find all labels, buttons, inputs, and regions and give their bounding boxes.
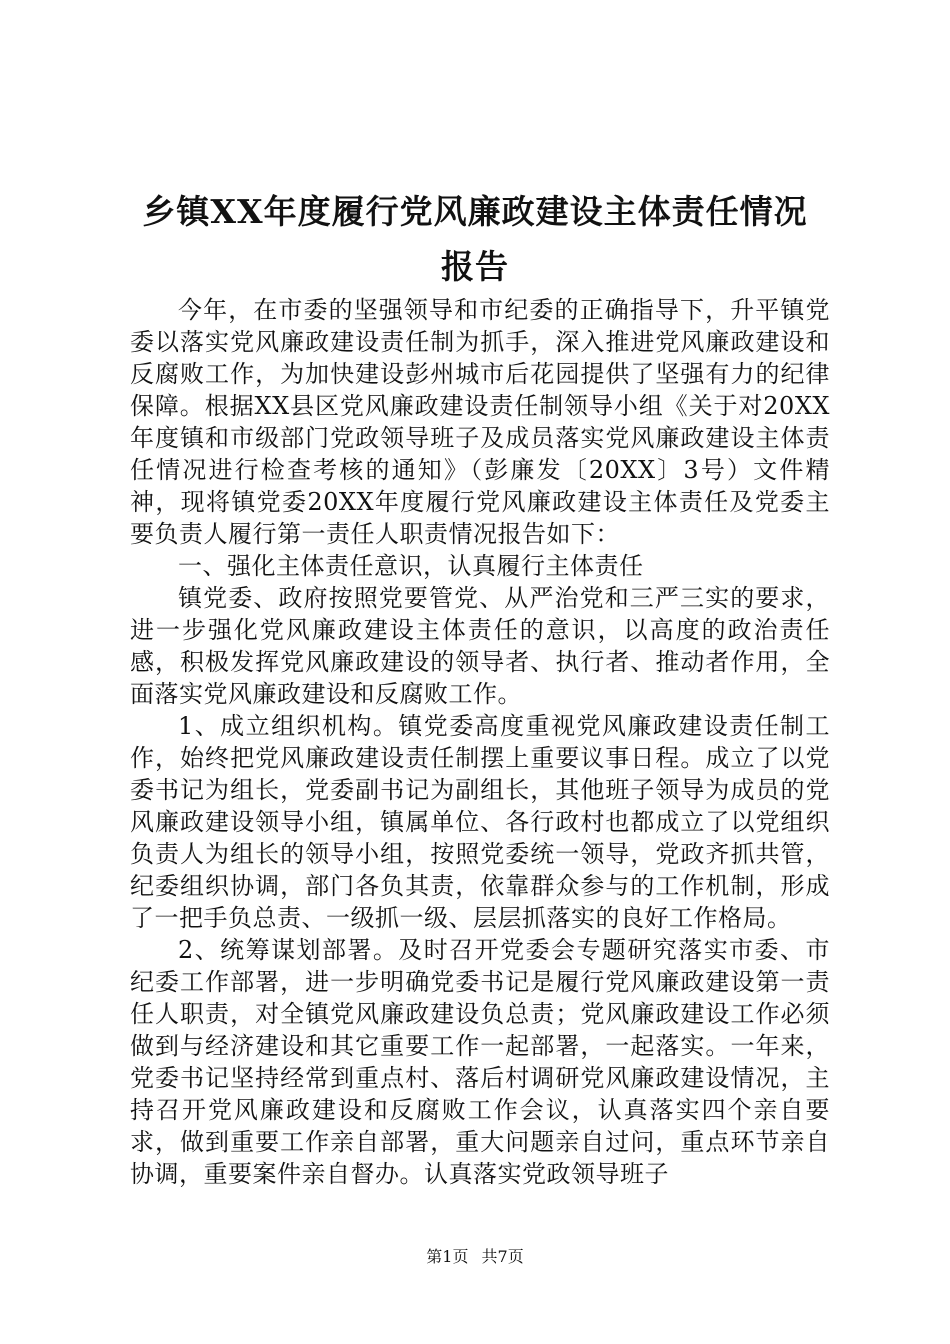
page-number: 第1页 [426, 1247, 469, 1266]
section-heading: 一、强化主体责任意识，认真履行主体责任 [178, 552, 644, 580]
body-paragraph: 1、成立组织机构。镇党委高度重视党风廉政建设责任制工作，始终把党风廉政建设责任制摆上重要议事日程。成立了以党委书记为组长，党委副书记为副组长，其他班子领导为成员的党风廉政建设领导小组，镇属单位、各行政村也都成立了以党组织负责人为组长的领导小组，按照党委统一领导，党政齐抓共管，纪委组织协调，部门各负其责，依靠群众参与的工作机制，形成了一把手负总责、一级抓一级、层层抓落实的良好工作格局。 [130, 712, 830, 932]
document-title-continued: 报告 [441, 247, 509, 286]
body-paragraph: 2、统筹谋划部署。及时召开党委会专题研究落实市委、市纪委工作部署，进一步明确党委书记是履行党风廉政建设第一责任人职责，对全镇党风廉政建设负总责；党风廉政建设工作必须做到与经济建设和其它重要工作一起部署，一起落实。一年来，党委书记坚持经常到重点村、落后村调研党风廉政建设情况，主持召开党风廉政建设和反腐败工作会议，认真落实四个亲自要求，做到重要工作亲自部署，重大问题亲自过问，重点环节亲自协调，重要案件亲自督办。认真落实党政领导班子 [130, 936, 830, 1188]
intro-paragraph: 今年，在市委的坚强领导和市纪委的正确指导下，升平镇党委以落实党风廉政建设责任制为抓手，深入推进党风廉政建设和反腐败工作，为加快建设彭州城市后花园提供了坚强有力的纪律保障。根据XX县区党风廉政建设责任制领导小组《关于对20XX年度镇和市级部门党政领导班子及成员落实党风廉政建设主体责任情况进行检查考核的通知》（彭廉发〔20XX〕3号）文件精神，现将镇党委20XX年度履行党风廉政建设主体责任及党委主要负责人履行第一责任人职责情况报告如下： [130, 296, 830, 548]
page-total: 共7页 [481, 1247, 524, 1266]
document-title: 乡镇XX年度履行党风廉政建设主体责任情况 [142, 192, 808, 231]
body-paragraph: 镇党委、政府按照党要管党、从严治党和三严三实的要求，进一步强化党风廉政建设主体责任的意识，以高度的政治责任感，积极发挥党风廉政建设的领导者、执行者、推动者作用，全面落实党风廉政建设和反腐败工作。 [130, 584, 830, 708]
document-body [130, 294, 830, 1190]
page-footer [0, 1247, 950, 1267]
